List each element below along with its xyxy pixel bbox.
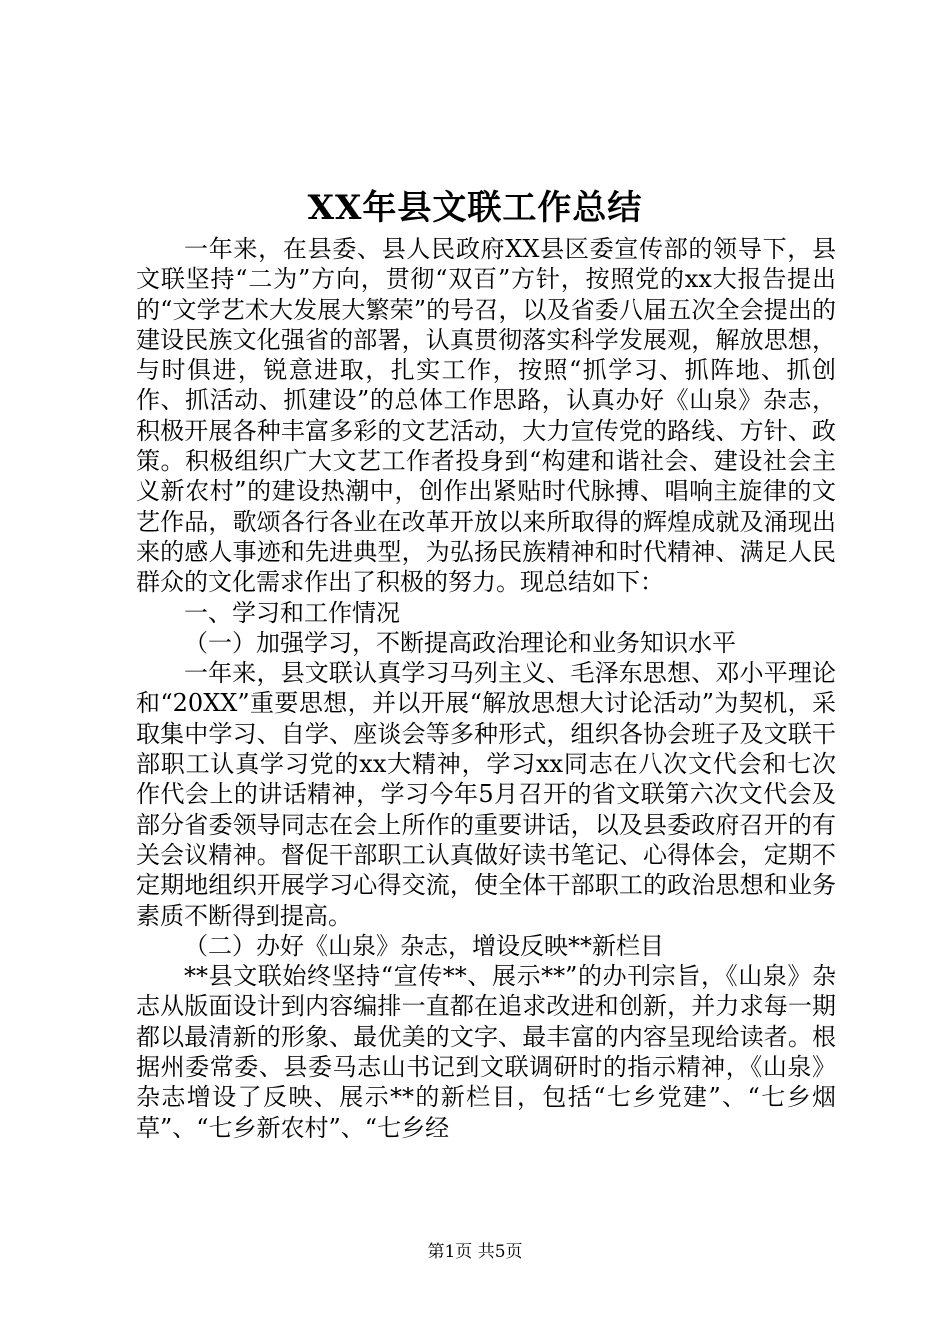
page-footer: 第1页 共5页 (427, 1242, 523, 1262)
magazine-paragraph: **县文联始终坚持“宣传**、展示**”的办刊宗旨，《山泉》杂志从版面设计到内容编排一直都在追求改进和创新，并力求每一期都以最清新的形象、最优美的文字、最丰富的内容呈现给读者。根据州委常委、县委马志山书记到文联调研时的指示精神，《山泉》杂志增设了反映、展示**的新栏目，包括“七乡党建”、“七乡烟草”、“七乡新农村”、“七乡经 (136, 962, 836, 1142)
section-heading: 一、学习和工作情况 (184, 598, 400, 627)
document-title: XX年县文联工作总结 (307, 188, 643, 228)
document-body (136, 234, 836, 1143)
subsection-heading: （一）加强学习，不断提高政治理论和业务知识水平 (184, 628, 736, 657)
subsection-heading: （二）办好《山泉》杂志，增设反映**新栏目 (184, 931, 664, 960)
study-paragraph: 一年来，县文联认真学习马列主义、毛泽东思想、邓小平理论和“20XX”重要思想，并以开展“解放思想大讨论活动”为契机，采取集中学习、自学、座谈会等多种形式，组织各协会班子及文联干部职工认真学习党的xx大精神，学习xx同志在八次文代会和七次作代会上的讲话精神，学习今年5月召开的省文联第六次文代会及部分省委领导同志在会上所作的重要讲话，以及县委政府召开的有关会议精神。督促干部职工认真做好读书笔记、心得体会，定期不定期地组织开展学习心得交流，使全体干部职工的政治思想和业务素质不断得到提高。 (136, 659, 836, 930)
intro-paragraph: 一年来，在县委、县人民政府XX县区委宣传部的领导下，县文联坚持“二为”方向，贯彻“双百”方针，按照党的xx大报告提出的“文学艺术大发展大繁荣”的号召，以及省委八届五次全会提出的建设民族文化强省的部署，认真贯彻落实科学发展观，解放思想，与时俱进，锐意进取，扎实工作，按照“抓学习、抓阵地、抓创作、抓活动、抓建设”的总体工作思路，认真办好《山泉》杂志，积极开展各种丰富多彩的文艺活动，大力宣传党的路线、方针、政策。积极组织广大文艺工作者投身到“构建和谐社会、建设社会主义新农村”的建设热潮中，创作出紧贴时代脉搏、唱响主旋律的文艺作品，歌颂各行各业在改革开放以来所取得的辉煌成就及涌现出来的感人事迹和先进典型，为弘扬民族精神和时代精神、满足人民群众的文化需求作出了积极的努力。现总结如下： (136, 235, 836, 597)
